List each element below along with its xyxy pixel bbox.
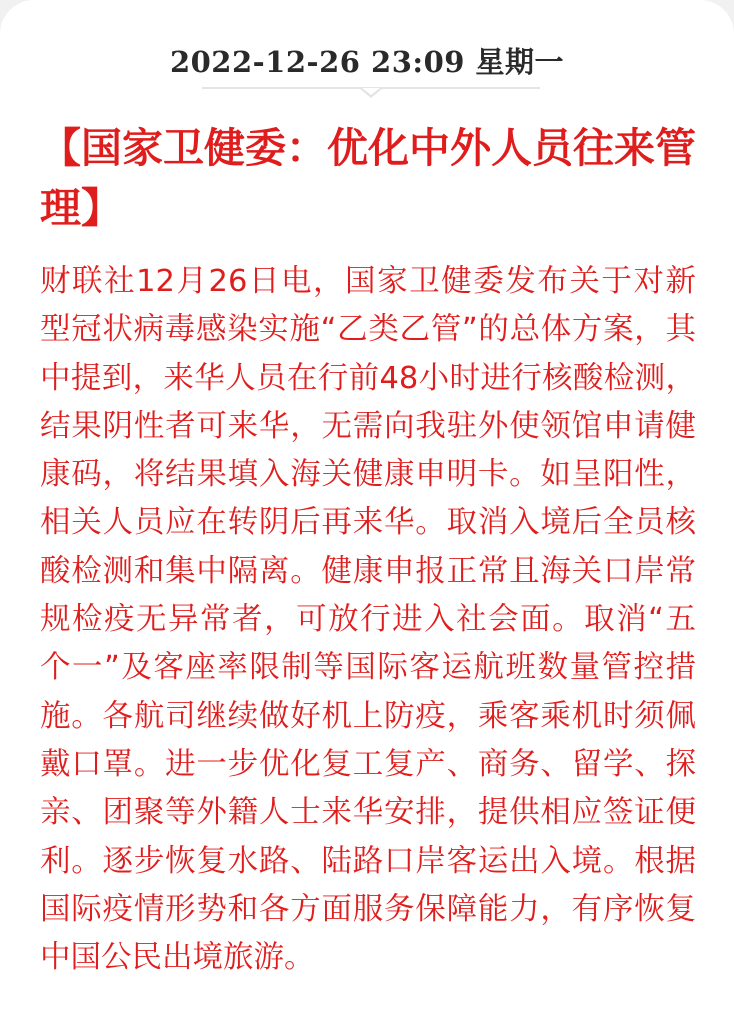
article-body: 财联社12月26日电，国家卫健委发布关于对新型冠状病毒感染实施“乙类乙管”的总体方案，其中提到，来华人员在行前48小时进行核酸检测，结果阴性者可来华，无需向我驻外使领馆申请健康码，将结果填入海关健康申明卡。如呈阳性，相关人员应在转阴后再来华。取消入境后全员核酸检测和集中隔离。健康申报正常且海关口岸常规检疫无异常者，可放行进入社会面。取消“五个一”及客座率限制等国际客运航班数量管控措施。各航司继续做好机上防疫，乘客乘机时须佩戴口罩。进一步优化复工复产、商务、留学、探亲、团聚等外籍人士来华安排，提供相应签证便利。逐步恢复水路、陆路口岸客运出入境。根据国际疫情形势和各方面服务保障能力，有序恢复中国公民出境旅游。 — [40, 264, 696, 976]
article-headline: 【国家卫健委：优化中外人员往来管理】 — [40, 124, 696, 232]
publish-datetime: 2022-12-26 23:09 星期一 — [169, 45, 565, 79]
divider-notch-inner — [362, 88, 380, 95]
